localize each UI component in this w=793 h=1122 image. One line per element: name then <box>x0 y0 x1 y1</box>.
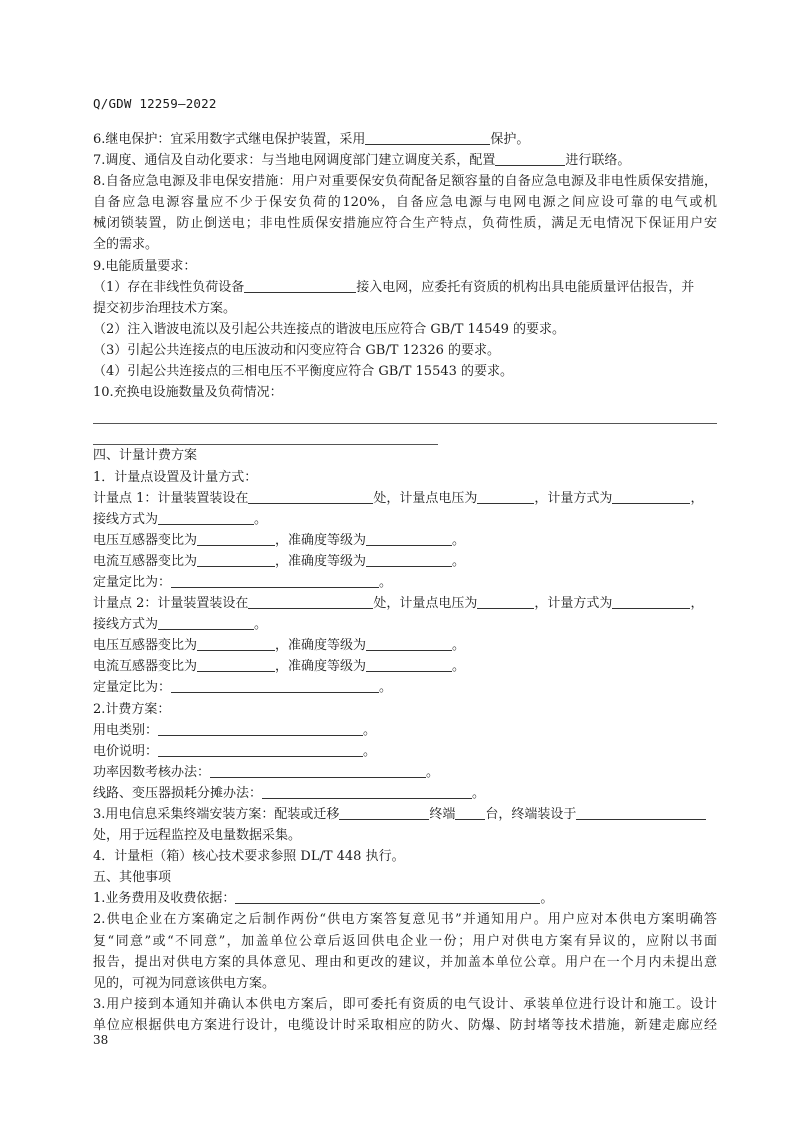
dispatch-requirement: 7.调度、通信及自动化要求：与当地电网调度部门建立调度关系，配置 进行联络。 <box>93 153 631 169</box>
metering-point-1-wiring: 接线方式为 。 <box>93 511 268 527</box>
item-3-line-1: 3.用户接到本通知并确认本供电方案后，即可委托有资质的电气设计、承装单位进行设计和施工。设计 <box>93 996 717 1012</box>
mp2-ct-ratio: 电流互感器变比为 ，准确度等级为 。 <box>93 659 466 675</box>
item-2-line-2: 复“同意”或“不同意”，加盖单位公章后返回供电企业一份；用户对供电方案有异议的，应附以书面 <box>93 933 717 949</box>
business-fees: 1.业务费用及收费依据： 。 <box>93 891 554 907</box>
item-3-line-2: 单位应根据供电方案进行设计，电缆设计时采取相应的防火、防爆、防封堵等技术措施，新建走廊应经 <box>93 1017 717 1033</box>
relay-blank[interactable] <box>365 130 490 145</box>
terminal-action-blank[interactable] <box>339 805 429 820</box>
page-number: 38 <box>93 1033 109 1047</box>
charging-ruled-line-1[interactable] <box>93 403 717 424</box>
mp2-voltage-blank[interactable] <box>477 594 534 609</box>
billing-title: 2.计费方案： <box>93 701 171 717</box>
terminal-location-blank[interactable] <box>576 805 706 820</box>
charging-ruled-line-2[interactable] <box>93 424 438 445</box>
power-quality-item-2: （2）注入谐波电流以及引起公共连接点的谐波电压应符合 GB/T 14549 的要求。 <box>93 321 566 337</box>
power-quality-item-1: （1）存在非线性负荷设备 接入电网，应委托有资质的机构出具电能质量评估报告，并 <box>93 279 695 295</box>
section-4-title: 四、计量计费方案 <box>93 448 198 464</box>
loss-allocation-blank[interactable] <box>262 784 472 799</box>
terminal-installation-cont: 处，用于远程监控及电量数据采集。 <box>93 828 302 844</box>
mp1-wiring-blank[interactable] <box>158 510 254 525</box>
terminal-installation: 3.用电信息采集终端安装方案：配装或迁移 终端 台，终端装设于 <box>93 804 717 825</box>
price-description-blank[interactable] <box>158 742 363 757</box>
business-fees-blank[interactable] <box>235 889 540 904</box>
mp2-fixed-ratio-blank[interactable] <box>171 678 379 693</box>
loss-allocation: 线路、变压器损耗分摊办法： 。 <box>93 785 486 801</box>
mp1-pt-ratio-blank[interactable] <box>197 531 275 546</box>
power-quality-item-4: （4）引起公共连接点的三相电压不平衡度应符合 GB/T 15543 的要求。 <box>93 364 514 380</box>
relay-protection: 6.继电保护：宜采用数字式继电保护装置，采用 保护。 <box>93 132 530 147</box>
mp2-ct-ratio-blank[interactable] <box>197 657 275 672</box>
electricity-type: 用电类别： 。 <box>93 722 377 738</box>
emergency-line-1: 8.自备应急电源及非电保安措施：用户对重要保安负荷配备足额容量的自备应急电源及非电性质保安措施， <box>93 174 717 190</box>
electricity-type-blank[interactable] <box>158 721 363 736</box>
section-5-title: 五、其他事项 <box>93 870 172 886</box>
power-quality-item-3: （3）引起公共连接点的电压波动和闪变应符合 GB/T 12326 的要求。 <box>93 342 501 358</box>
metering-title: 1．计量点设置及计量方式： <box>93 469 258 485</box>
document-body <box>93 129 717 1036</box>
dispatch-blank[interactable] <box>495 151 565 166</box>
item-2-line-3: 报告，提出对供电方案的具体意见、理由和更改的建议，并加盖本单位公章。用户在一个月内未提出意 <box>93 954 717 970</box>
mp2-location-blank[interactable] <box>248 594 373 609</box>
mp1-pt-accuracy-blank[interactable] <box>366 531 452 546</box>
power-quality-title: 9.电能质量要求： <box>93 258 197 274</box>
mp2-method-blank[interactable] <box>612 594 690 609</box>
power-factor-blank[interactable] <box>210 763 426 778</box>
document-id: Q/GDW 12259—2022 <box>93 96 217 111</box>
power-factor-method: 功率因数考核办法： 。 <box>93 764 440 780</box>
emergency-line-4: 全的需求。 <box>93 237 159 253</box>
metering-cabinet: 4．计量柜（箱）核心技术要求参照 DL/T 448 执行。 <box>93 849 405 865</box>
mp2-wiring-blank[interactable] <box>158 615 254 630</box>
mp1-ct-ratio-blank[interactable] <box>197 552 275 567</box>
item-2-line-1: 2.供电企业在方案确定之后制作两份“供电方案答复意见书”并通知用户。用户应对本供电方案明确答 <box>93 912 717 928</box>
metering-point-2: 计量点 2：计量装置装设在 处，计量点电压为 ，计量方式为 ， <box>93 596 704 612</box>
metering-point-2-wiring: 接线方式为 。 <box>93 617 268 633</box>
mp1-fixed-ratio: 定量定比为： 。 <box>93 574 393 590</box>
charging-facilities: 10.充换电设施数量及负荷情况： <box>93 385 283 401</box>
mp2-ct-accuracy-blank[interactable] <box>366 657 452 672</box>
mp1-voltage-blank[interactable] <box>477 489 534 504</box>
mp2-pt-ratio-blank[interactable] <box>197 636 275 651</box>
nonlinear-load-blank[interactable] <box>244 278 356 293</box>
mp2-fixed-ratio: 定量定比为： 。 <box>93 680 393 696</box>
emergency-line-2: 自备应急电源容量应不少于保安负荷的120%，自备应急电源与电网电源之间应设可靠的电气或机 <box>93 195 717 211</box>
price-description: 电价说明： 。 <box>93 743 377 759</box>
mp1-location-blank[interactable] <box>248 489 373 504</box>
mp1-ct-ratio: 电流互感器变比为 ，准确度等级为 。 <box>93 553 466 569</box>
item-2-line-4: 见的，可视为同意该供电方案。 <box>93 975 276 991</box>
mp1-pt-ratio: 电压互感器变比为 ，准确度等级为 。 <box>93 532 466 548</box>
emergency-line-3: 械闭锁装置，防止倒送电；非电性质保安措施应符合生产特点，负荷性质，满足无电情况下保证用户安 <box>93 216 717 232</box>
terminal-count-blank[interactable] <box>455 805 485 820</box>
mp2-pt-ratio: 电压互感器变比为 ，准确度等级为 。 <box>93 638 466 654</box>
mp1-ct-accuracy-blank[interactable] <box>366 552 452 567</box>
power-quality-item-1-cont: 提交初步治理技术方案。 <box>93 300 237 316</box>
mp1-method-blank[interactable] <box>612 489 690 504</box>
mp2-pt-accuracy-blank[interactable] <box>366 636 452 651</box>
mp1-fixed-ratio-blank[interactable] <box>171 573 379 588</box>
metering-point-1: 计量点 1：计量装置装设在 处，计量点电压为 ，计量方式为 ， <box>93 490 704 506</box>
